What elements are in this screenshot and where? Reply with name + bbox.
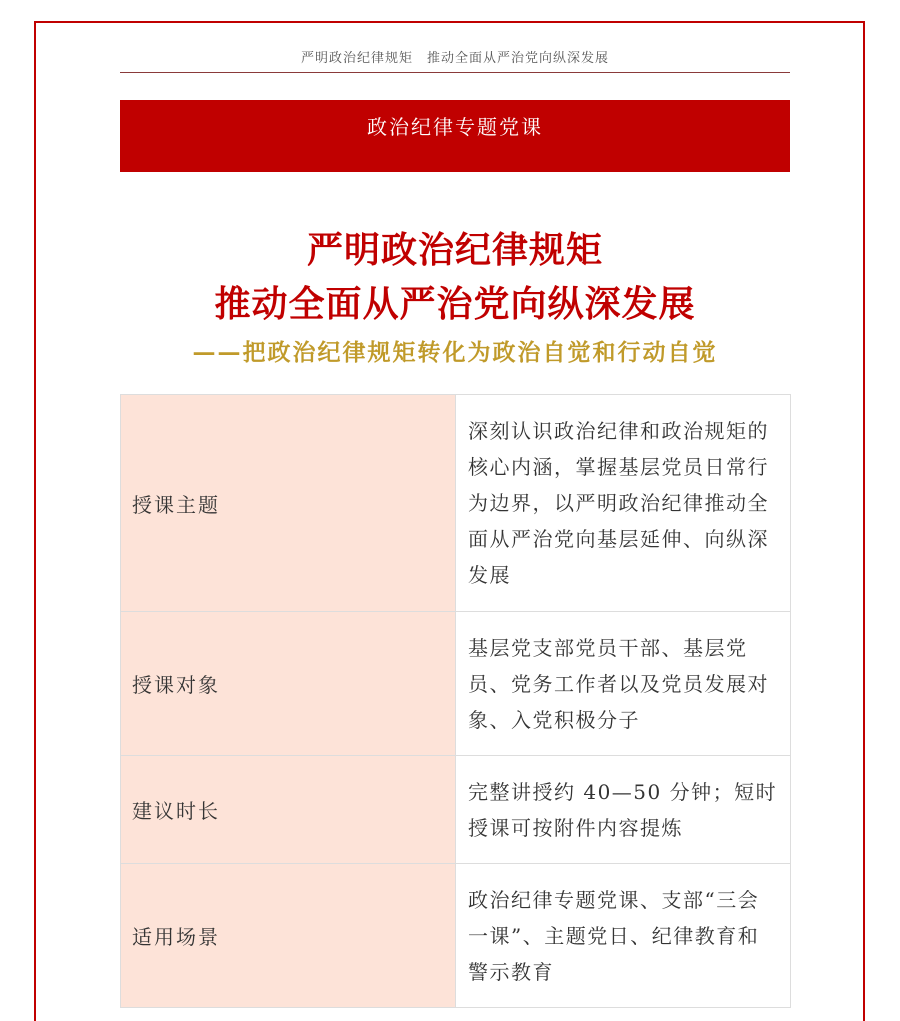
row-value-topic: 深刻认识政治纪律和政治规矩的核心内涵，掌握基层党员日常行为边界，以严明政治纪律推动全面从严治党向基层延伸、向纵深发展: [456, 395, 791, 612]
title-line-1: 严明政治纪律规矩: [306, 230, 603, 271]
table-row: [121, 864, 791, 1008]
title-line-2: 推动全面从严治党向纵深发展: [214, 284, 696, 325]
table-row: [121, 612, 791, 756]
subtitle: ——把政治纪律规矩转化为政治自觉和行动自觉: [192, 339, 718, 366]
table-row: [121, 756, 791, 864]
table-row: [121, 395, 791, 612]
row-value-scenario: 政治纪律专题党课、支部“三会一课”、主题党日、纪律教育和警示教育: [456, 864, 791, 1008]
row-label-topic: 授课主题: [121, 395, 456, 612]
row-label-duration: 建议时长: [121, 756, 456, 864]
row-value-duration: 完整讲授约 40—50 分钟；短时授课可按附件内容提炼: [456, 756, 791, 864]
header-divider: [120, 72, 790, 73]
running-header: 严明政治纪律规矩 推动全面从严治党向纵深发展: [300, 51, 609, 66]
row-label-scenario: 适用场景: [121, 864, 456, 1008]
row-value-audience: 基层党支部党员干部、基层党员、党务工作者以及党员发展对象、入党积极分子: [456, 612, 791, 756]
section-banner: 政治纪律专题党课: [120, 100, 790, 172]
row-label-audience: 授课对象: [121, 612, 456, 756]
lesson-info-table: [120, 394, 791, 1008]
